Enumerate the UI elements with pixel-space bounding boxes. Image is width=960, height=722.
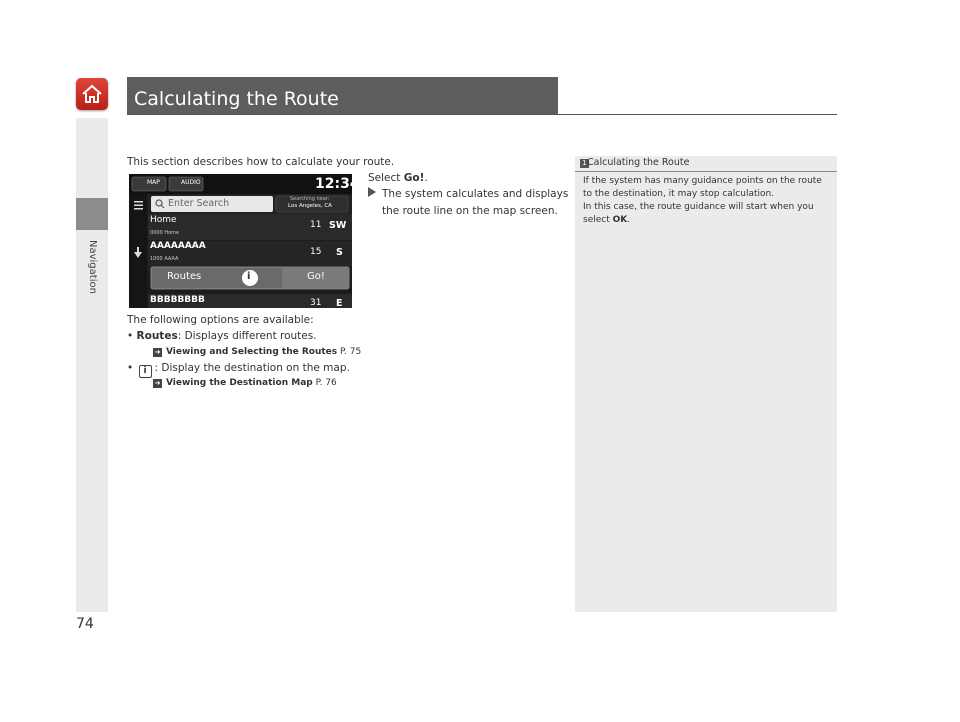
list-item-name: AAAAAAAA [150, 241, 206, 251]
list-item-direction: E [336, 298, 343, 309]
list-item-distance: 31 [310, 298, 322, 308]
list-item-distance: 11 [310, 220, 322, 230]
list-item-direction: S [336, 247, 343, 258]
note-text-line: select OK. [583, 215, 631, 225]
list-item-name: BBBBBBBB [150, 295, 205, 305]
note-text-line: In this case, the route guidance will start when you [583, 202, 814, 212]
searching-near-city: Los Angeles, CA [288, 203, 332, 209]
list-item-name: Home [150, 215, 177, 225]
list-item-address: 0000 Home [150, 230, 180, 236]
result-arrow-icon [368, 187, 376, 197]
nav-screenshot [129, 174, 360, 309]
step-instruction: Select Go!. [368, 172, 428, 184]
option-info: • i : Display the destination on the map. [127, 362, 350, 376]
go-reference: Go! [403, 172, 425, 184]
page-number: 74 [76, 616, 94, 632]
info-icon: i [139, 365, 152, 378]
result-text-line: the route line on the map screen. [382, 205, 558, 217]
note-text-line: If the system has many guidance points on the route [583, 176, 822, 186]
arrow-right-icon: ➜ [154, 379, 161, 387]
searching-near-label: Searching near: [290, 196, 330, 202]
section-tab [76, 198, 108, 230]
intro-text: This section describes how to calculate your route. [127, 156, 395, 168]
note-heading: Calculating the Route [587, 157, 690, 168]
clock: 12:34 [315, 176, 360, 192]
section-label: Navigation [87, 240, 98, 294]
note-icon: 1 [580, 159, 589, 168]
map-tab: MAP [147, 179, 160, 186]
info-icon[interactable]: i [247, 271, 251, 282]
note-text-line: to the destination, it may stop calculation. [583, 189, 775, 199]
list-item-distance: 15 [310, 247, 322, 257]
search-field: Enter Search [168, 198, 230, 209]
go-button[interactable]: Go! [307, 271, 325, 282]
side-strip [76, 118, 108, 612]
option-routes: • Routes: Displays different routes. [127, 330, 317, 342]
note-divider [575, 171, 837, 172]
options-intro: The following options are available: [127, 314, 314, 326]
home-button[interactable] [76, 78, 108, 110]
arrow-right-icon: ➜ [154, 348, 161, 356]
title-rule [127, 114, 837, 115]
routes-button[interactable]: Routes [167, 271, 202, 282]
home-icon [80, 82, 104, 106]
list-item-address: 1000 AAAA [150, 256, 179, 262]
result-text-line: The system calculates and displays [382, 188, 569, 200]
list-item-direction: SW [329, 220, 347, 231]
cross-reference-link[interactable]: ➜ Viewing the Destination Map P. 76 [154, 378, 337, 388]
cross-reference-link[interactable]: ➜ Viewing and Selecting the Routes P. 75 [154, 347, 362, 357]
page-title: Calculating the Route [134, 88, 339, 110]
audio-tab: AUDIO [181, 179, 201, 186]
